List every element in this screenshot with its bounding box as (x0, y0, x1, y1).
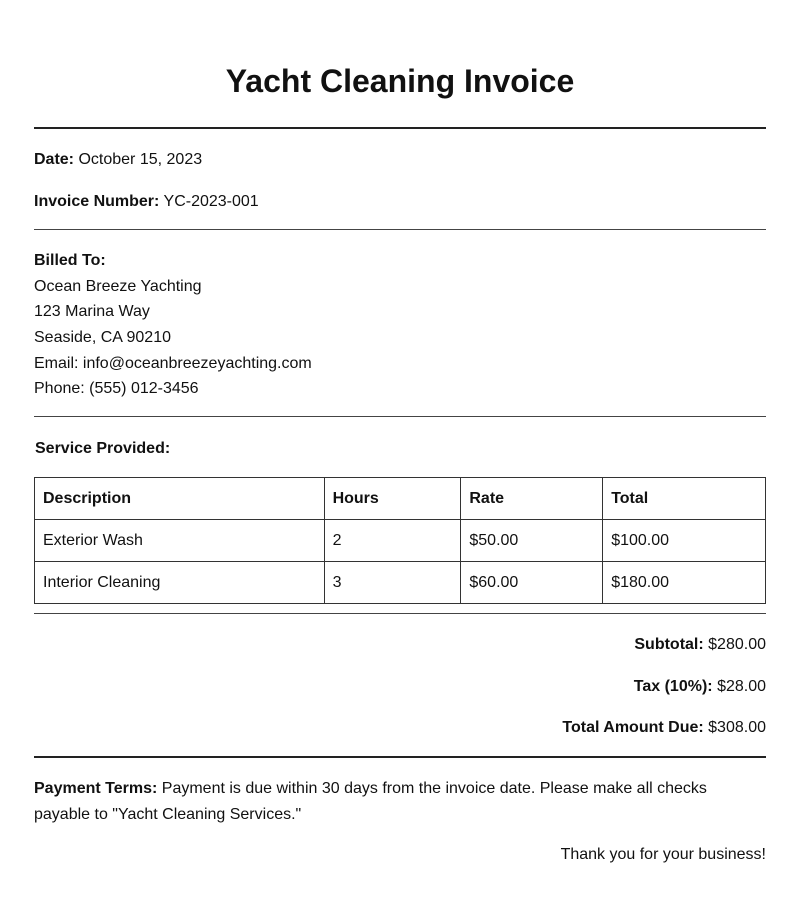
date-line (34, 150, 202, 170)
subtotal-line (634, 635, 766, 655)
date-value: October 15, 2023 (78, 151, 203, 168)
cell-total: $100.00 (603, 520, 766, 562)
cell-rate: $50.00 (461, 520, 603, 562)
table-header-row (35, 478, 766, 520)
table-row (35, 562, 766, 604)
cell-description: Interior Cleaning (35, 562, 325, 604)
subtotal-label: Subtotal: (634, 636, 704, 653)
tax-label: Tax (10%): (633, 678, 713, 695)
divider-totals (34, 613, 766, 614)
billed-to-address-line2: Seaside, CA 90210 (34, 329, 171, 346)
thank-you-note: Thank you for your business! (560, 846, 766, 863)
total-due-line (562, 718, 766, 738)
services-table (34, 477, 766, 604)
invoice-number-value: YC-2023-001 (163, 193, 259, 210)
table-row (35, 520, 766, 562)
total-due-value: $308.00 (708, 719, 766, 736)
cell-hours: 3 (324, 562, 461, 604)
billed-to-address-line1: 123 Marina Way (34, 303, 150, 320)
billed-to-name: Ocean Breeze Yachting (34, 278, 202, 295)
divider-services (34, 416, 766, 417)
payment-terms-text: Payment is due within 30 days from the invoice date. Please make all checks payable to "Yacht Cleaning Services." (34, 780, 707, 823)
payment-terms (34, 776, 766, 828)
header-hours: Hours (324, 478, 461, 520)
tax-line (634, 677, 766, 697)
header-total: Total (603, 478, 766, 520)
subtotal-value: $280.00 (708, 636, 766, 653)
payment-terms-label: Payment Terms: (34, 780, 158, 797)
billed-to-email: Email: info@oceanbreezeyachting.com (34, 355, 312, 372)
invoice-number-label: Invoice Number: (34, 193, 160, 210)
billed-to-label: Billed To: (34, 252, 106, 269)
header-description: Description (35, 478, 325, 520)
tax-value: $28.00 (717, 678, 766, 695)
invoice-number-line (34, 192, 259, 212)
header-rate: Rate (461, 478, 603, 520)
cell-hours: 2 (324, 520, 461, 562)
billed-to-phone: Phone: (555) 012-3456 (34, 380, 199, 397)
divider-top (34, 127, 766, 129)
invoice-title: Yacht Cleaning Invoice (225, 63, 575, 99)
date-label: Date: (34, 151, 75, 168)
divider-bottom (34, 756, 766, 758)
cell-total: $180.00 (603, 562, 766, 604)
total-due-label: Total Amount Due: (562, 719, 704, 736)
cell-rate: $60.00 (461, 562, 603, 604)
divider-billing (34, 229, 766, 230)
cell-description: Exterior Wash (35, 520, 325, 562)
services-label: Service Provided: (35, 440, 171, 457)
